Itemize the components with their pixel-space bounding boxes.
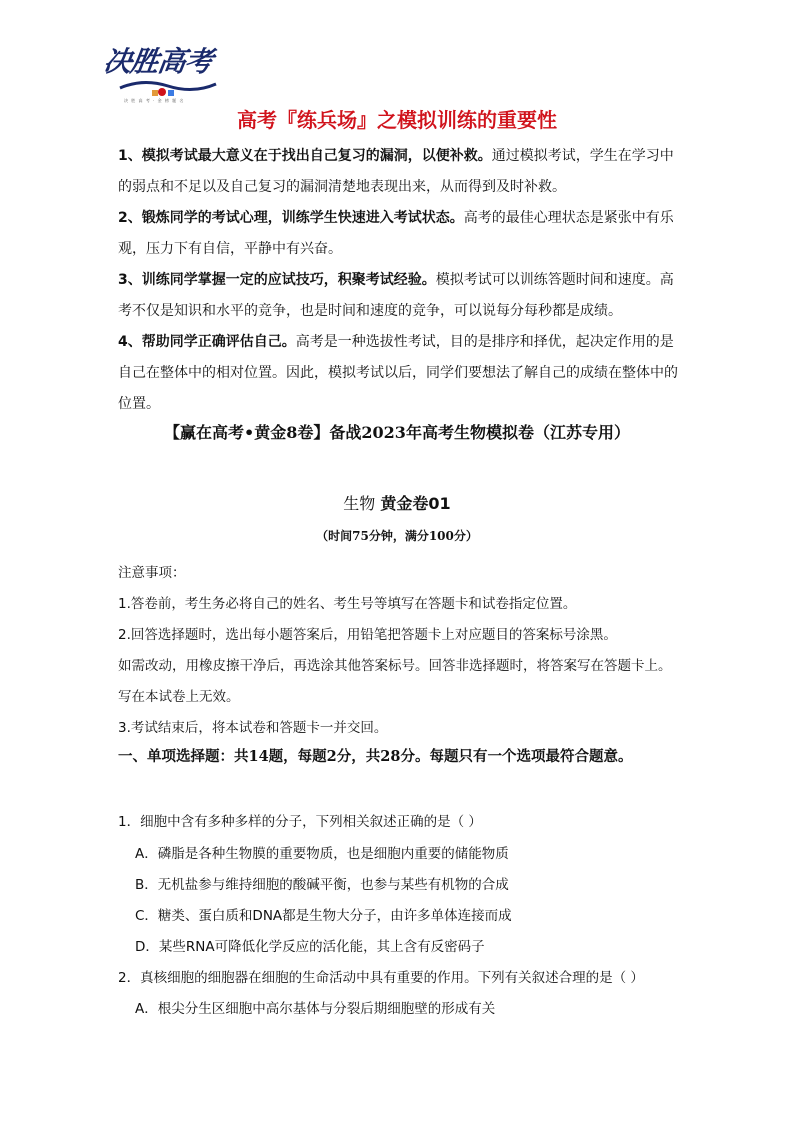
question-option: B．无机盐参与维持细胞的酸碱平衡，也参与某些有机物的合成	[135, 877, 509, 893]
question-option: A．磷脂是各种生物膜的重要物质，也是细胞内重要的储能物质	[135, 846, 509, 862]
exam-title: 【赢在高考•黄金8卷】备战2023年高考生物模拟卷（江苏专用）	[164, 423, 630, 442]
notice-line: 3.考试结束后，将本试卷和答题卡一并交回。	[118, 720, 388, 736]
question-option: C．糖类、蛋白质和DNA都是生物大分子，由许多单体连接而成	[135, 908, 512, 924]
importance-paragraph-3	[118, 265, 678, 327]
notice-line: 1.答卷前，考生务必将自己的姓名、考生号等填写在答题卡和试卷指定位置。	[118, 596, 577, 612]
exam-subject-line	[0, 491, 794, 514]
importance-bold: 模拟考试最大意义在于找出自己复习的漏洞，以便补救。	[141, 148, 492, 164]
exam-time: （时间75分钟，满分100分）	[316, 529, 478, 543]
notice-title: 注意事项：	[118, 565, 186, 581]
logo-wave-icon	[118, 76, 218, 98]
logo-caption: 决 胜 高 考 · 金 榜 题 名	[124, 98, 185, 103]
notice-line: 2.回答选择题时，选出每小题答案后，用铅笔把答题卡上对应题目的答案标号涂黑。	[118, 627, 617, 643]
logo-title: 决胜高考	[101, 45, 215, 78]
importance-text: 模拟考试可以训练答题时间和速度。高考不仅是知识和水平的竞争，也是时间和速度的竞争，可以说每分每秒都是成绩。	[118, 272, 674, 319]
section-title: 一、单项选择题：共14题，每题2分，共28分。每题只有一个选项最符合题意。	[118, 748, 633, 765]
importance-bold: 帮助同学正确评估自己。	[141, 334, 296, 350]
notice-line: 如需改动，用橡皮擦干净后，再选涂其他答案标号。回答非选择题时，将答案写在答题卡上。	[118, 658, 672, 674]
importance-num: 1、	[118, 148, 142, 164]
importance-num: 2、	[118, 210, 142, 226]
importance-paragraph-2	[118, 203, 678, 265]
importance-text: 通过模拟考试，学生在学习中的弱点和不足以及自己复习的漏洞清楚地表现出来，从而得到及时补救。	[118, 148, 674, 195]
importance-paragraph-1	[118, 141, 678, 203]
question-option: A．根尖分生区细胞中高尔基体与分裂后期细胞壁的形成有关	[135, 1001, 496, 1017]
question-option: D．某些RNA可降低化学反应的活化能，其上含有反密码子	[135, 939, 485, 955]
notice-line: 写在本试卷上无效。	[118, 689, 240, 705]
brand-logo	[101, 40, 224, 104]
question-stem: 1．细胞中含有多种多样的分子，下列相关叙述正确的是（ ）	[118, 814, 482, 830]
importance-num: 4、	[118, 334, 142, 350]
importance-paragraph-4	[118, 327, 678, 420]
importance-text: 高考是一种选拔性考试，目的是排序和择优，起决定作用的是自己在整体中的相对位置。因此，模拟考试以后，同学们要想法了解自己的成绩在整体中的位置。	[118, 334, 678, 412]
importance-num: 3、	[118, 272, 142, 288]
importance-bold: 锻炼同学的考试心理，训练学生快速进入考试状态。	[141, 210, 464, 226]
page-banner-title: 高考『练兵场』之模拟训练的重要性	[237, 108, 557, 132]
question-stem: 2．真核细胞的细胞器在细胞的生命活动中具有重要的作用。下列有关叙述合理的是（ ）	[118, 970, 644, 986]
exam-subject: 生物	[343, 494, 376, 513]
importance-bold: 训练同学掌握一定的应试技巧，积聚考试经验。	[141, 272, 436, 288]
exam-paper: 黄金卷01	[380, 494, 451, 513]
importance-text: 高考的最佳心理状态是紧张中有乐观，压力下有自信，平静中有兴奋。	[118, 210, 674, 257]
